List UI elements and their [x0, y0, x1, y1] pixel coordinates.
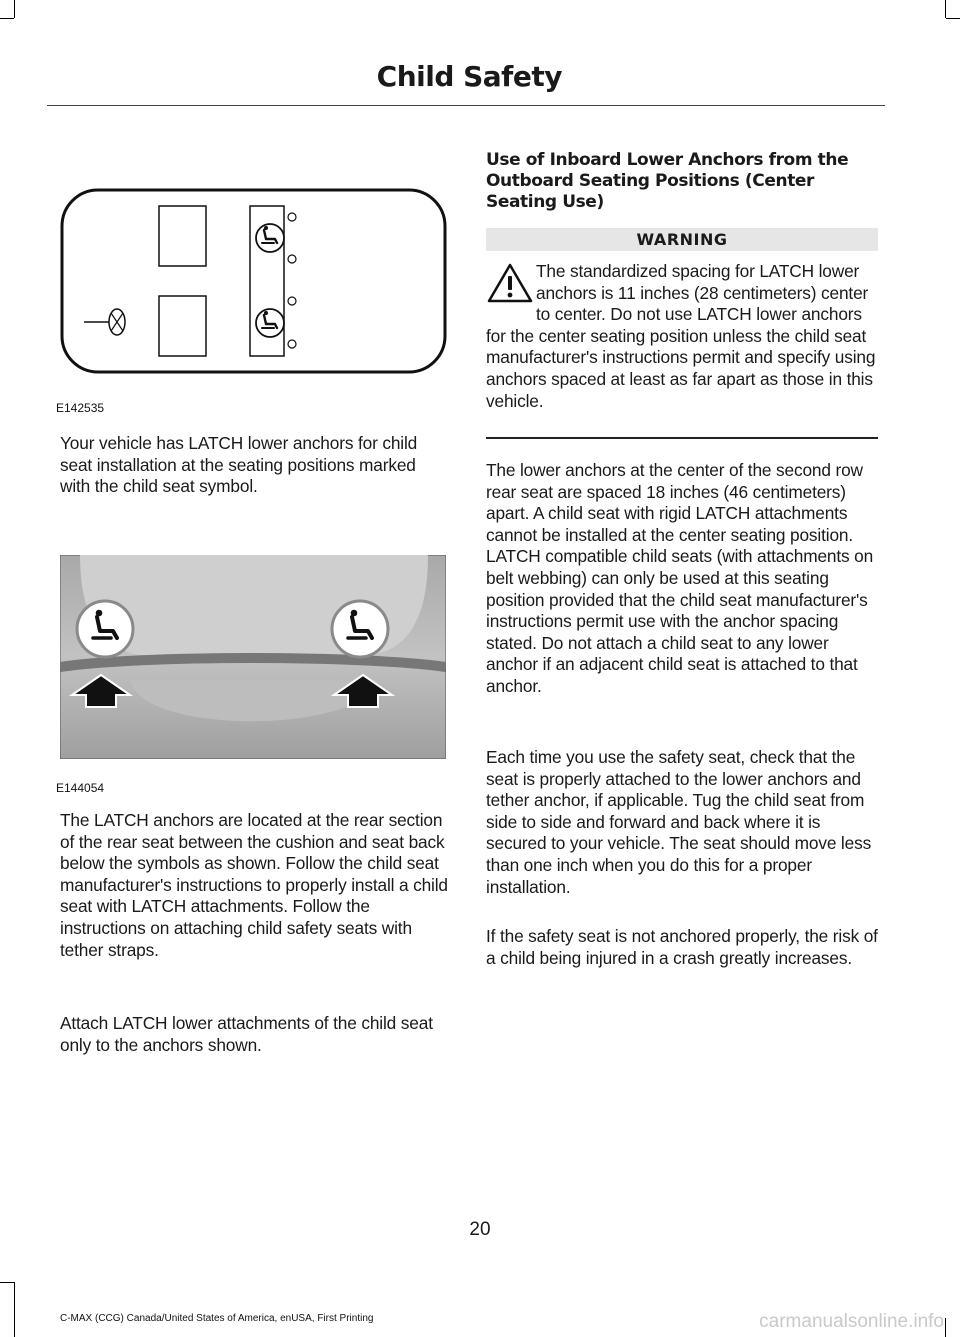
publication-info: C-MAX (CCG) Canada/United States of America, enUSA, First Printing [60, 1313, 374, 1324]
body-paragraph: Each time you use the safety seat, check that the seat is properly attached to the lower anchors and tether anchor, if applicable. Tug the child seat from side to side and forward and back where it is secured to your vehicle. The seat should move less than one inch when you do this for a proper installation. [486, 747, 872, 897]
anchor-marker [288, 340, 296, 348]
section-heading: Use of Inboard Lower Anchors from the Outboard Seating Positions (Center Seating Use) [486, 150, 849, 212]
crop-mark [0, 18, 14, 19]
watermark: carmanualsonline.info [759, 1311, 944, 1332]
header-divider [47, 105, 885, 106]
anchor-marker [288, 255, 296, 263]
child-seat-icon [256, 224, 284, 252]
rear-seat-photo [60, 555, 446, 759]
crop-mark [14, 1282, 15, 1337]
figure-code: E144054 [56, 781, 105, 795]
crop-mark [945, 1318, 946, 1337]
page-number: 20 [469, 1219, 491, 1240]
page-title: Child Safety [376, 60, 562, 93]
warning-divider [486, 437, 878, 439]
body-paragraph: The lower anchors at the center of the second row rear seat are spaced 18 inches (46 centimeters) apart. A child seat with rigid LATCH attachments cannot be installed at the center seating position. LATCH compatible child seats (with attachments on belt webbing) can only be used at this seating position provided that the child seat manufacturer's instructions permit use with the anchor spacing stated. Do not attach a child seat to any lower anchor if an adjacent child seat is attached to that anchor. [486, 460, 874, 696]
seat-layout-diagram [60, 188, 448, 378]
body-paragraph: If the safety seat is not anchored properly, the risk of a child being injured in a crash greatly increases. [486, 926, 878, 968]
body-paragraph: Your vehicle has LATCH lower anchors for child seat installation at the seating positions marked with the child seat symbol. [60, 433, 418, 497]
crop-mark [14, 0, 15, 18]
anchor-marker [288, 297, 296, 305]
crop-mark [0, 1282, 14, 1283]
warning-text [486, 261, 880, 412]
front-seat-right [159, 206, 206, 266]
crop-mark [946, 18, 960, 19]
warning-paragraph: The standardized spacing for LATCH lower anchors is 11 inches (28 centimeters) center to center. Do not use LATCH lower anchors for the center seating position unless the child seat manufacturer's instructions permit and specify using anchors spaced at least as far apart as those in this vehicle. [486, 261, 876, 411]
body-paragraph: The LATCH anchors are located at the rear section of the rear seat between the cushion and seat back below the symbols as shown. Follow the child seat manufacturer's instructions to properly install a child seat with LATCH attachments. Follow the instructions on attaching child safety seats with tether straps. [60, 810, 448, 960]
front-seat-left [159, 296, 206, 356]
child-seat-icon [256, 309, 284, 337]
seat-symbol-icon [109, 309, 125, 335]
child-seat-icon [77, 601, 133, 657]
figure-code: E142535 [56, 401, 105, 415]
anchor-marker [288, 213, 296, 221]
crop-mark [945, 0, 946, 18]
body-paragraph: Attach LATCH lower attachments of the child seat only to the anchors shown. [60, 1013, 433, 1055]
warning-label: WARNING [486, 228, 878, 251]
child-seat-icon [332, 601, 388, 657]
